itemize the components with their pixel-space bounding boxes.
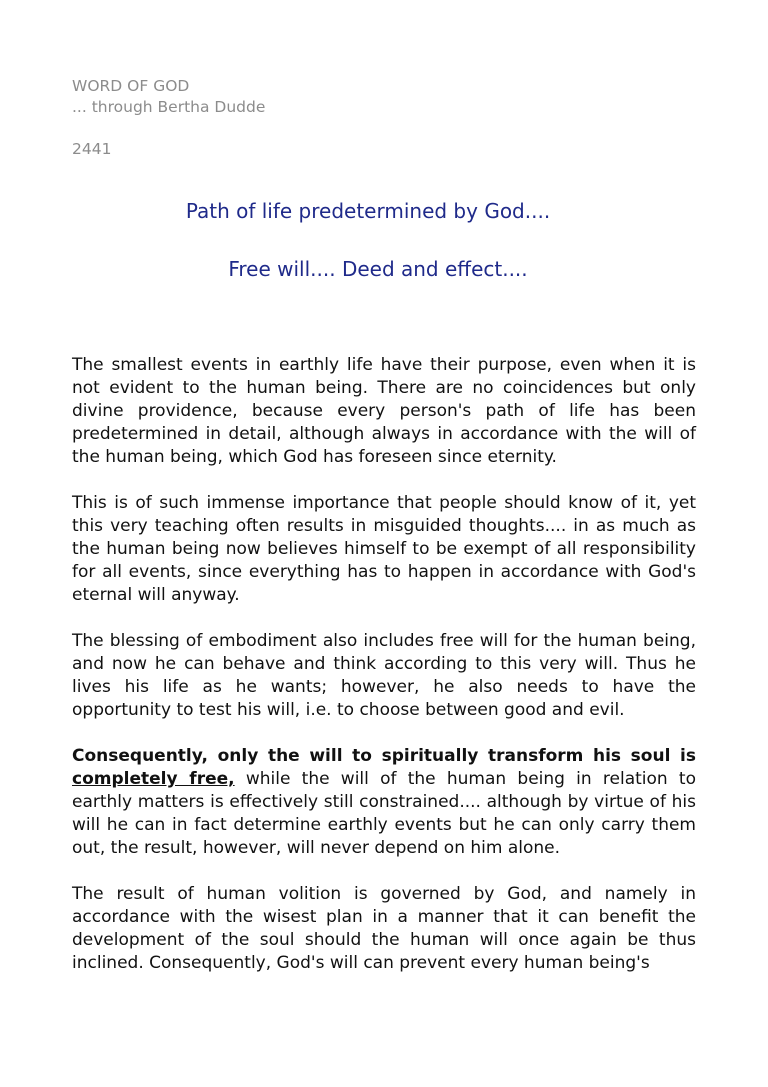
paragraph-4-bold-lead: Consequently, only the will to spiritually transform his soul is <box>72 746 696 766</box>
paragraph-4-rest: while the will of the human being in relation to earthly matters is effectively still constrained.... although by virtue of his will he can in fact determine earthly events but he can only carry them out, the result, however, will never depend on him alone. <box>72 769 696 858</box>
message-number: 2441 <box>72 140 112 158</box>
document-page <box>72 76 696 975</box>
title-line-2: Free will.... Deed and effect.... <box>228 257 528 281</box>
paragraph-5: The result of human volition is governed by God, and namely in accordance with the wisest plan in a manner that it can benefit the development of the soul should the human will once again be thus inclined. Consequently, God's will can prevent every human being's <box>72 884 696 973</box>
paragraph-4 <box>72 745 696 860</box>
author-line: ... through Bertha Dudde <box>72 98 266 116</box>
title-line-1: Path of life predetermined by God.... <box>185 199 551 223</box>
paragraph-1: The smallest events in earthly life have their purpose, even when it is not evident to the human being. There are no coincidences but only divine providence, because every person's path of life has been predetermined in detail, although always in accordance with the will of the human being, which God has foreseen since eternity. <box>72 355 696 467</box>
paragraph-4-emphasis: completely free, <box>72 769 235 789</box>
source-label: WORD OF GOD <box>72 77 190 95</box>
paragraph-2: This is of such immense importance that people should know of it, yet this very teaching often results in misguided thoughts.... in as much as the human being now believes himself to be exempt of all responsibility for all events, since everything has to happen in accordance with God's eternal will anyway. <box>72 493 696 605</box>
paragraph-3: The blessing of embodiment also includes free will for the human being, and now he can behave and think according to this very will. Thus he lives his life as he wants; however, he also needs to have the opportunity to test his will, i.e. to choose between good and evil. <box>72 631 696 720</box>
